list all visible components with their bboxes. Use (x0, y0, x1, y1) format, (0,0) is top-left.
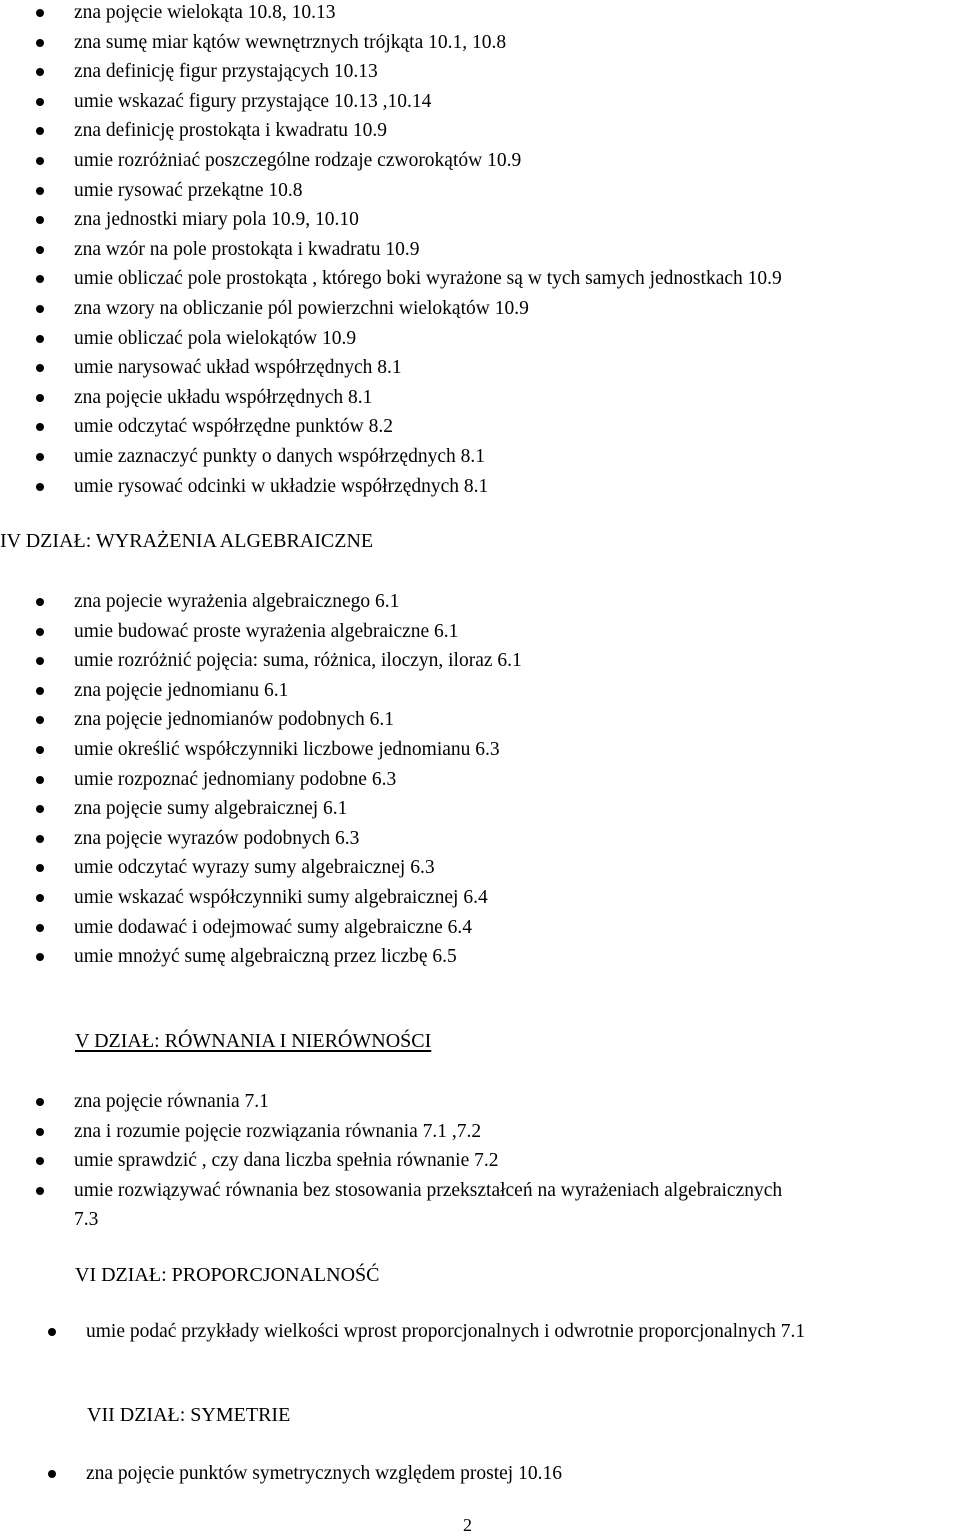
list-item (12, 1317, 960, 1347)
list-item-text: umie zaznaczyć punkty o danych współrzędnych 8.1 (74, 445, 485, 467)
list-item (0, 765, 522, 795)
list-item (0, 116, 782, 146)
section4-list (0, 587, 522, 972)
list-item (0, 883, 522, 913)
list-item (0, 676, 522, 706)
list-item-text: zna pojęcie wielokąta 10.8, 10.13 (74, 2, 336, 23)
bullet-icon (36, 805, 44, 813)
list-item-text: umie podać przykłady wielkości wprost proporcjonalnych i odwrotnie proporcjonalnych 7.1 (86, 1321, 806, 1342)
bullet-icon (36, 39, 44, 47)
section5-heading: V DZIAŁ: RÓWNANIA I NIERÓWNOŚCI (75, 1030, 432, 1052)
list-item-text: umie budować proste wyrażenia algebraiczne 6.1 (74, 620, 459, 642)
list-item (0, 913, 522, 943)
list-item-text: umie określić współczynniki liczbowe jednomianu 6.3 (74, 738, 500, 760)
section7-list (12, 1459, 562, 1489)
list-item-text: zna sumę miar kątów wewnętrznych trójkąta 10.1, 10.8 (74, 31, 507, 53)
bullet-icon (36, 364, 44, 372)
bullet-icon (36, 864, 44, 872)
list-item (0, 383, 782, 413)
list-item-text: zna wzór na pole prostokąta i kwadratu 10.9 (74, 238, 420, 260)
list-item-text: umie odczytać wyrazy sumy algebraicznej 6.3 (74, 857, 435, 879)
list-item (0, 412, 782, 442)
list-item-text: umie rozwiązywać równania bez stosowania przekształceń na wyrażeniach algebraicznych 7.3 (74, 1179, 783, 1231)
list-item (0, 146, 782, 176)
list-item-text: zna wzory na obliczanie pól powierzchni wielokątów 10.9 (74, 297, 529, 319)
bullet-icon (36, 9, 44, 17)
list-item (0, 353, 782, 383)
bullet-icon (36, 246, 44, 254)
list-item-text: zna i rozumie pojęcie rozwiązania równania 7.1 ,7.2 (74, 1120, 482, 1142)
bullet-icon (36, 953, 44, 961)
bullet-icon (36, 776, 44, 784)
list-item-text: umie obliczać pole prostokąta , którego boki wyrażone są w tych samych jednostkach 10.9 (74, 268, 782, 290)
bullet-icon (36, 127, 44, 135)
list-item (0, 324, 782, 354)
list-item (0, 176, 782, 206)
list-item-text: umie rysować odcinki w układzie współrzędnych 8.1 (74, 475, 489, 497)
list-item-text: umie obliczać pola wielokątów 10.9 (74, 327, 357, 349)
bullet-icon (36, 835, 44, 843)
bullet-icon (36, 68, 44, 76)
page-number: 2 (463, 1515, 472, 1535)
bullet-icon (48, 1470, 56, 1478)
list-item-text: zna pojęcie jednomianów podobnych 6.1 (74, 709, 395, 731)
list-item-text: zna pojęcie układu współrzędnych 8.1 (74, 386, 373, 408)
list-item (0, 617, 522, 647)
list-item (0, 942, 522, 972)
bullet-icon (36, 687, 44, 695)
list-item-text: zna definicję figur przystających 10.13 (74, 61, 378, 83)
bullet-icon (36, 746, 44, 754)
list-item-text: zna pojęcie równania 7.1 (74, 1091, 269, 1112)
list-item-text: umie rozróżnić pojęcia: suma, różnica, iloczyn, iloraz 6.1 (74, 650, 522, 672)
bullet-icon (36, 335, 44, 343)
list-item-text: umie mnożyć sumę algebraiczną przez liczbę 6.5 (74, 946, 457, 968)
bullet-icon (36, 657, 44, 665)
bullet-icon (36, 1187, 44, 1195)
section7-heading: VII DZIAŁ: SYMETRIE (87, 1404, 291, 1426)
list-item (0, 587, 522, 617)
list-item-text: zna definicję prostokąta i kwadratu 10.9 (74, 120, 387, 142)
list-item (0, 824, 522, 854)
bullet-icon (36, 394, 44, 402)
bullet-icon (36, 453, 44, 461)
section4-heading: IV DZIAŁ: WYRAŻENIA ALGEBRAICZNE (0, 530, 374, 552)
bullet-icon (36, 598, 44, 606)
list-item (0, 472, 782, 502)
bullet-icon (36, 216, 44, 224)
list-item-text: zna pojęcie jednomianu 6.1 (74, 679, 289, 701)
bullet-icon (36, 483, 44, 491)
bullet-icon (48, 1328, 56, 1336)
list-item-text: umie wskazać współczynniki sumy algebraicznej 6.4 (74, 886, 488, 908)
list-item-text: zna pojęcie punktów symetrycznych względem prostej 10.16 (86, 1463, 562, 1484)
list-item (0, 1146, 809, 1176)
bullet-icon (36, 1128, 44, 1136)
section6-heading: VI DZIAŁ: PROPORCJONALNOŚĆ (75, 1264, 380, 1286)
list-item (0, 705, 522, 735)
list-item-text: zna jednostki miary pola 10.9, 10.10 (74, 209, 359, 231)
bullet-icon (36, 716, 44, 724)
section3-list (0, 0, 782, 501)
list-item (12, 1459, 562, 1489)
list-item (0, 442, 782, 472)
list-item-text: zna pojęcie wyrazów podobnych 6.3 (74, 827, 360, 849)
bullet-icon (36, 894, 44, 902)
bullet-icon (36, 305, 44, 313)
bullet-icon (36, 1098, 44, 1106)
bullet-icon (36, 924, 44, 932)
bullet-icon (36, 187, 44, 195)
list-item (0, 28, 782, 58)
list-item (0, 1087, 809, 1117)
list-item (0, 853, 522, 883)
list-item (0, 235, 782, 265)
list-item-text: umie odczytać współrzędne punktów 8.2 (74, 416, 393, 438)
section5-list (0, 1087, 809, 1235)
list-item-text: umie narysować układ współrzędnych 8.1 (74, 357, 402, 379)
list-item (0, 0, 782, 28)
bullet-icon (36, 423, 44, 431)
list-item-text: umie rozpoznać jednomiany podobne 6.3 (74, 768, 397, 790)
list-item (0, 264, 782, 294)
list-item-text: umie wskazać figury przystające 10.13 ,10.14 (74, 90, 432, 112)
list-item (0, 87, 782, 117)
bullet-icon (36, 628, 44, 636)
list-item (0, 1117, 809, 1147)
list-item-text: umie dodawać i odejmować sumy algebraiczne 6.4 (74, 916, 472, 938)
list-item-text: zna pojecie wyrażenia algebraicznego 6.1 (74, 591, 400, 612)
bullet-icon (36, 98, 44, 106)
list-item-text: umie sprawdzić , czy dana liczba spełnia równanie 7.2 (74, 1150, 499, 1172)
list-item-text: umie rozróżniać poszczególne rodzaje czworokątów 10.9 (74, 149, 522, 171)
bullet-icon (36, 1157, 44, 1165)
list-item (0, 735, 522, 765)
list-item-text: umie rysować przekątne 10.8 (74, 179, 303, 201)
list-item (0, 294, 782, 324)
bullet-icon (36, 275, 44, 283)
bullet-icon (36, 157, 44, 165)
list-item (0, 794, 522, 824)
list-item (0, 1176, 809, 1235)
list-item (0, 205, 782, 235)
list-item (0, 57, 782, 87)
list-item (0, 646, 522, 676)
list-item-text: zna pojęcie sumy algebraicznej 6.1 (74, 798, 348, 820)
section6-list (12, 1317, 960, 1347)
